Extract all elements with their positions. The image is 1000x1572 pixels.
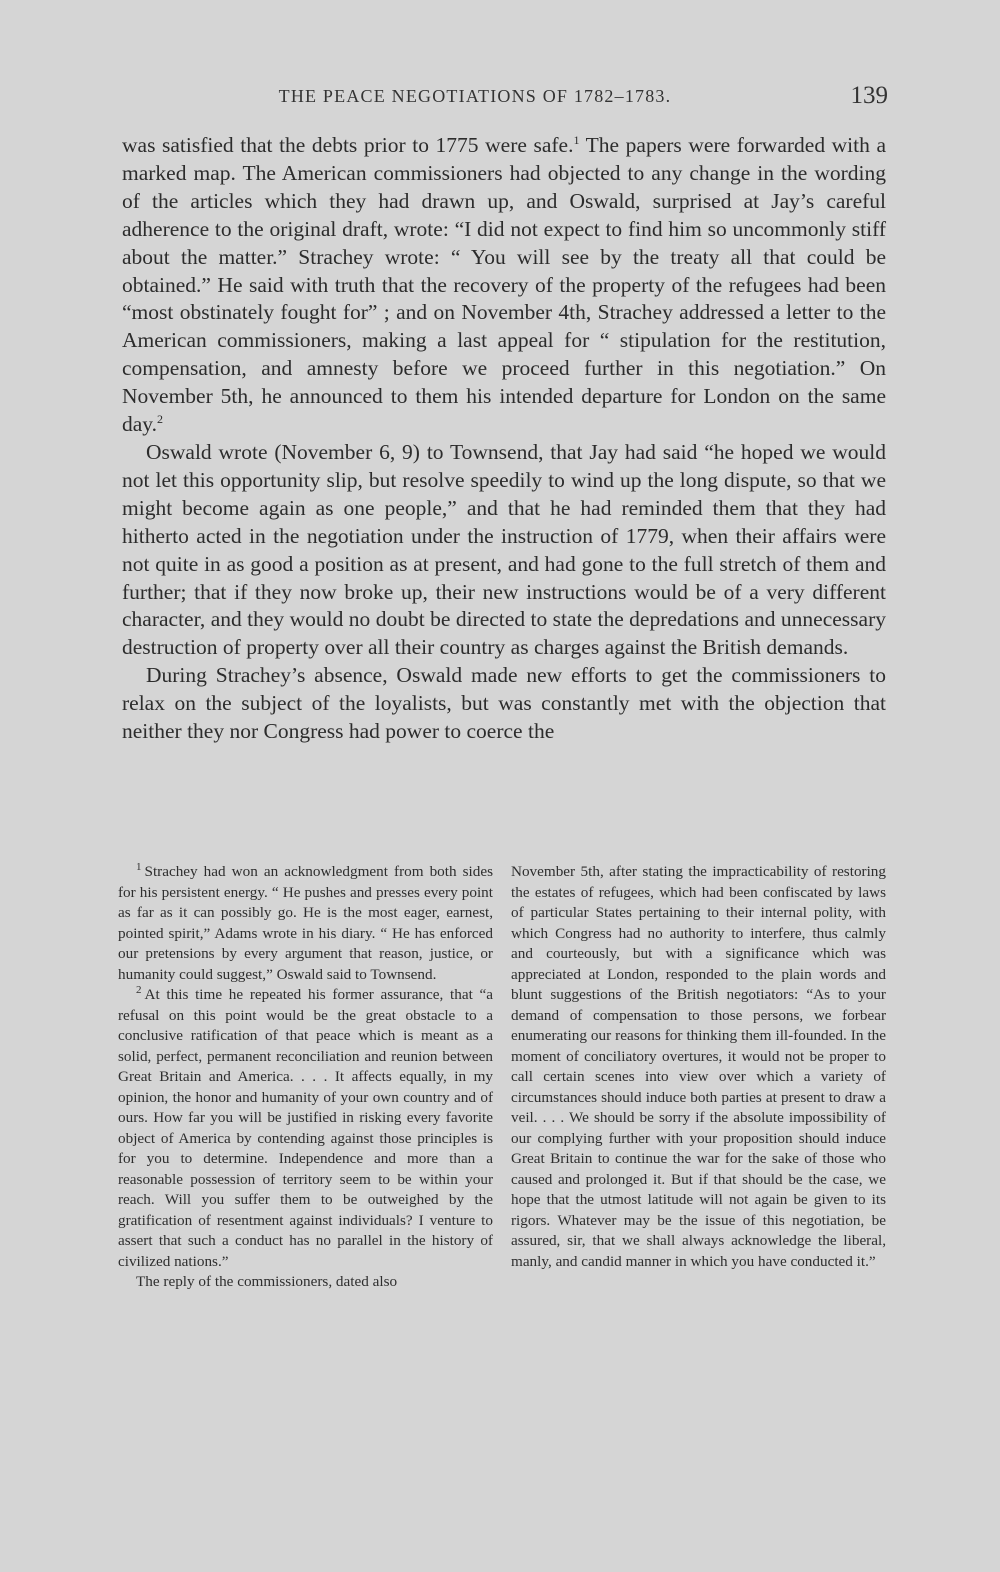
running-title: THE PEACE NEGOTIATIONS OF 1782–1783. xyxy=(278,86,672,106)
paragraph-text: was satisfied that the debts prior to 1775 were safe. xyxy=(122,133,574,157)
footnotes xyxy=(118,862,885,1402)
paragraph-text: The papers were forwarded with a marked map. The American commissioners had objected to any change in the wording of the articles which they had drawn up, and Oswald, surprised at Jay’s careful adherence to the original draft, wrote: “I did not expect to find him so uncommonly stiff about the matter.” Strachey wrote: “ You will see by the treaty all that could be obtained.” He said with truth that the recovery of the property of the refugees had been “most obstinately fought for” ; and on November 4th, Strachey addressed a letter to the American commissioners, making a last appeal for “ stipulation for the restitution, compensation, and amnesty before we proceed further in this negotiation.” On November 5th, he announced to them his intended departure for London on the same day. xyxy=(122,133,887,437)
paragraph: Oswald wrote (November 6, 9) to Townsend, that Jay had said “he hoped we would not let this opportunity slip, but resolve speedily to wind up the long dispute, so that we might become again as one people,” and that he had reminded them that they had hitherto acted in the negotiation under the instruction of 1779, when their affairs were not quite in as good a position as at present, and had gone to the full stretch of them and further; that if they now broke up, their new instructions would be of a very different character, and they would no doubt be directed to state the depredations and unnecessary destruction of property over all their country as charges against the British demands. xyxy=(122,439,886,660)
footnote-number: 1 xyxy=(136,860,142,873)
footnote-text: Strachey had won an acknowledgment from both sides for his persistent energy. “ He pushes and presses every point as far as it can possibly go. He is the most eager, earnest, pointed spirit,” Adams wrote in his diary. “ He has enforced our pretensions by every argument that reason, justice, or humanity could suggest,” Oswald said to Townsend. xyxy=(118,863,493,983)
footnote-paragraph: The reply of the commissioners, dated also xyxy=(136,1273,398,1290)
page-number: 139 xyxy=(850,82,888,109)
footnote-text: At this time he repeated his former assurance, that “a refusal on this point would be the great obstacle to a conclusive ratification of that peace which is meant as a solid, perfect, permanent reconciliation and reunion between Great Britain and America. . . . It affects equally, in my opinion, the honor and humanity of your own country and of ours. How far you will be justified in risking every favorite object of America by contending against those principles is for you to determine. Independence and more than a reasonable possession of territory seem to be within your reach. Will you suffer them to be outweighed by the gratification of resentment against individuals? I venture to assert that such a conduct has no parallel in the history of civilized nations.” xyxy=(118,986,493,1270)
footnote-column-right xyxy=(511,862,886,1272)
footnote-ref: 2 xyxy=(157,411,164,426)
footnote-ref: 1 xyxy=(573,132,580,147)
running-head xyxy=(122,82,888,114)
footnote xyxy=(118,862,493,985)
footnote-paragraph: November 5th, after stating the impracticability of restoring the estates of refugees, which had been confiscated by laws of particular States pertaining to their internal polity, with which Congress had no authority to interfere, thus calmly and courteously, but with a significance which was appreciated at London, responded to the plain words and blunt suggestions of the British negotiators: “As to your demand of compensation to those persons, we forbear enumerating our reasons for thinking them ill-founded. In the moment of conciliatory overtures, it would not be proper to call certain scenes into view over which a variety of circumstances should induce both parties at present to draw a veil. . . . We should be sorry if the absolute impossibility of our complying further with your proposition should induce Great Britain to continue the war for the sake of those who caused and prolonged it. But if that should be the case, we hope that the utmost latitude will not again be given to its rigors. Whatever may be the issue of this negotiation, be assured, sir, that we shall always acknowledge the liberal, manly, and candid manner in which you have conducted it.” xyxy=(511,863,886,1270)
footnote-column-left xyxy=(118,862,493,1293)
footnote-number: 2 xyxy=(136,983,142,996)
main-text xyxy=(122,132,886,746)
footnote xyxy=(118,985,493,1272)
paragraph xyxy=(122,132,886,439)
paragraph: During Strachey’s absence, Oswald made new efforts to get the commissioners to relax on the subject of the loyalists, but was constantly met with the objection that neither they nor Congress had power to coerce the xyxy=(122,663,886,744)
